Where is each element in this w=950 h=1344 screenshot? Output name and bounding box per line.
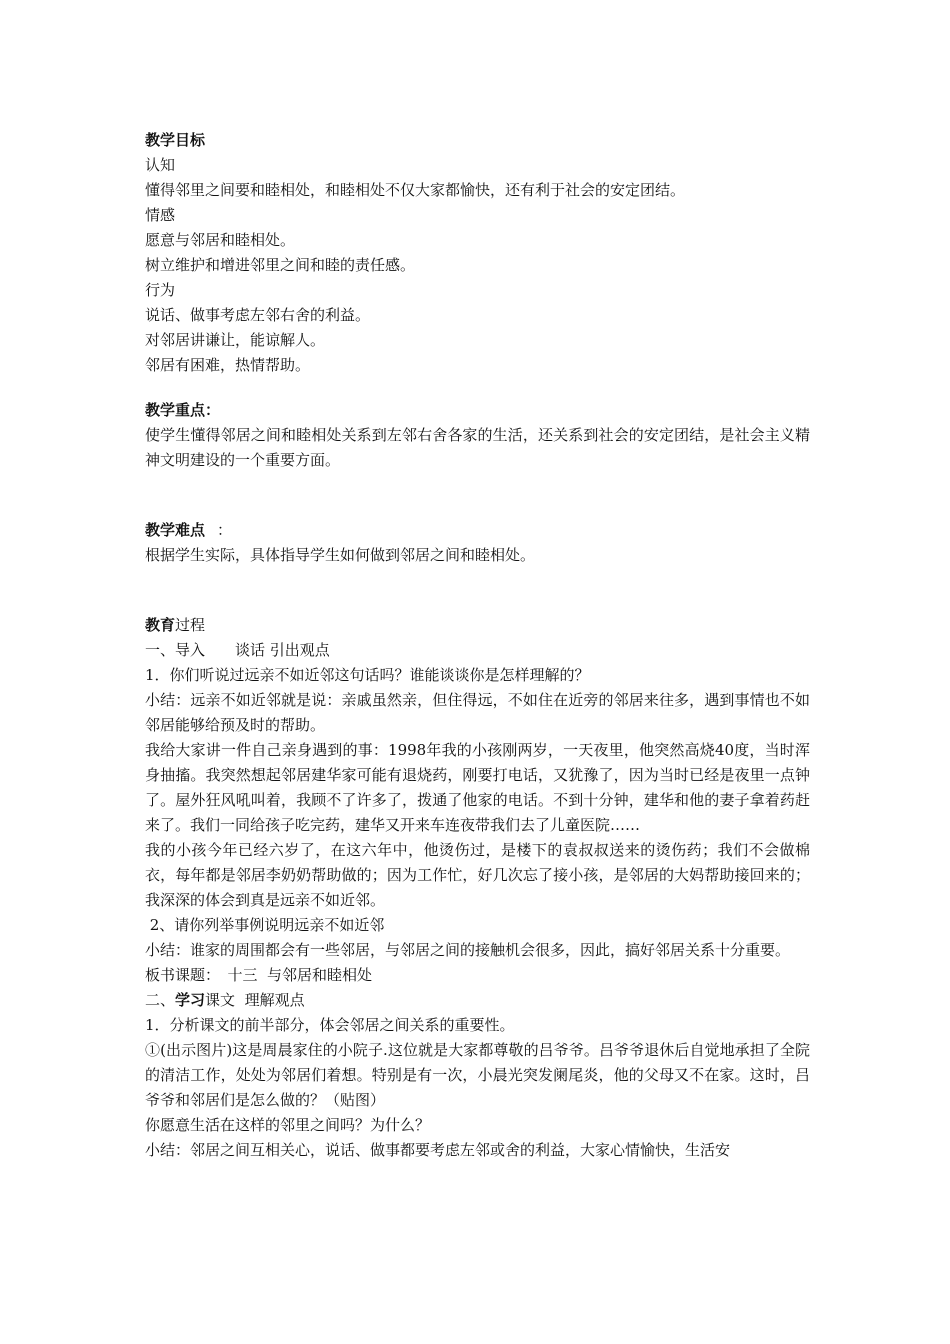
board-title: 板书课题： 十三 与邻居和睦相处 [145,966,373,984]
step2-bold: 学习 [175,991,206,1009]
question-1: 1．你们听说过远亲不如近邻这句话吗？谁能谈谈你是怎样理解的？ [145,666,590,684]
emotion-item: 树立维护和增进邻里之间和睦的责任感。 [145,256,416,274]
question-3: 你愿意生活在这样的邻里之间吗？为什么？ [145,1116,431,1134]
behavior-item: 对邻居讲谦让，能谅解人。 [145,331,326,349]
summary-3: 小结：邻居之间互相关心，说话、做事都要考虑左邻或舍的利益，大家心情愉快，生活安 [145,1141,731,1159]
spacer [145,568,810,613]
cognition-text: 懂得邻里之间要和睦相处，和睦相处不仅大家都愉快，还有利于社会的安定团结。 [145,181,686,199]
emotion-item: 愿意与邻居和睦相处。 [145,231,296,249]
spacer [145,378,810,398]
process-heading-rest: 过程 [175,616,206,634]
behavior-item: 说话、做事考虑左邻右舍的利益。 [145,306,371,324]
picture-paragraph: ①(出示图片)这是周晨家住的小院子.这位就是大家都尊敬的吕爷爷。吕爷爷退休后自觉地承担了全院的清洁工作，处处为邻居们着想。特别是有一次，小晨光突发阑尾炎，他的父母又不在家。这时，吕爷爷和邻居们是怎么做的？（贴图） [145,1041,810,1109]
summary-2: 小结：谁家的周围都会有一些邻居，与邻居之间的接触机会很多，因此，搞好邻居关系十分重要。 [145,941,791,959]
key-point-text: 使学生懂得邻居之间和睦相处关系到左邻右舍各家的生活，还关系到社会的安定团结，是社会主义精神文明建设的一个重要方面。 [145,426,810,469]
step2-prefix: 二、 [145,991,176,1009]
story-paragraph-1: 我给大家讲一件自己亲身遇到的事：1998年我的小孩刚两岁，一天夜里，他突然高烧40度，当时浑身抽搐。我突然想起邻居建华家可能有退烧药，刚要打电话，又犹豫了，因为当时已经是夜里一点钟了。屋外狂风吼叫着，我顾不了许多了，拨通了他家的电话。不到十分钟，建华和他的妻子拿着药赶来了。我们一同给孩子吃完药，建华又开来车连夜带我们去了儿童医院…… [145,741,810,834]
spacer [145,473,810,518]
difficulty-text: 根据学生实际，具体指导学生如何做到邻居之间和睦相处。 [145,546,536,564]
summary-1: 小结：远亲不如近邻就是说：亲戚虽然亲，但住得远，不如住在近旁的邻居来往多，遇到事情也不如邻居能够给预及时的帮助。 [145,691,810,734]
step1-title: 一、导入 谈话 引出观点 [145,641,330,659]
difficulty-heading: 教学难点 [145,521,206,539]
difficulty-heading-line [145,518,810,543]
story-paragraph-2: 我的小孩今年已经六岁了，在这六年中，他烫伤过，是楼下的袁叔叔送来的烫伤药；我们不会做棉衣，每年都是邻居李奶奶帮助做的；因为工作忙，好几次忘了接小孩，是邻居的大妈帮助接回来的；我深深的体会到真是远亲不如近邻。 [145,841,810,909]
goals-heading: 教学目标 [145,131,206,149]
question-2: 2、请你列举事例说明远亲不如近邻 [145,916,385,934]
step2-title [145,988,810,1013]
cognition-label: 认知 [145,156,176,174]
process-heading [145,613,810,638]
key-point-heading: 教学重点： [145,401,221,419]
difficulty-colon: ： [217,521,233,539]
step2-rest: 课文 理解观点 [205,991,305,1009]
emotion-label: 情感 [145,206,176,224]
analysis-1: 1．分析课文的前半部分，体会邻居之间关系的重要性。 [145,1016,515,1034]
behavior-item: 邻居有困难，热情帮助。 [145,356,311,374]
document-page [145,128,810,1163]
process-heading-bold: 教育 [145,616,176,634]
behavior-label: 行为 [145,281,176,299]
